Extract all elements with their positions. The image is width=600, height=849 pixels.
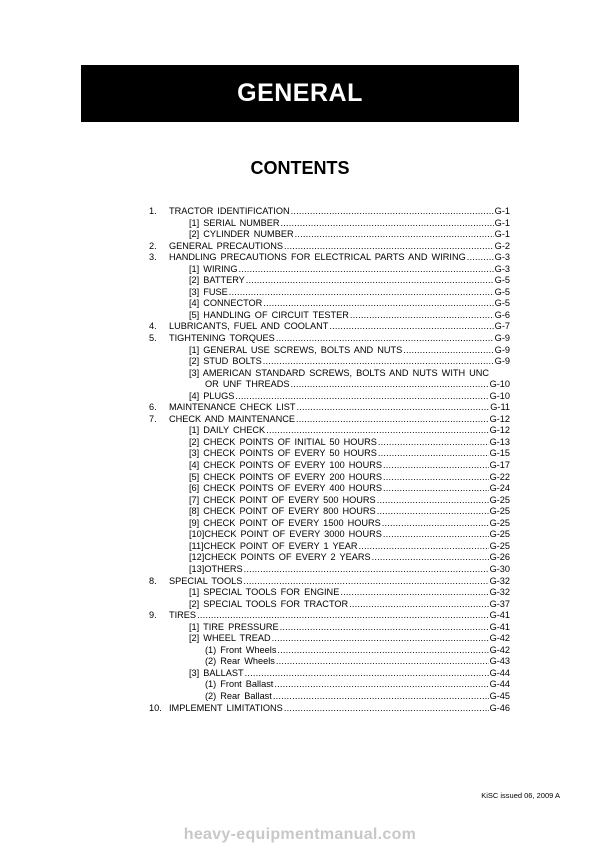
toc-entry-label: (2) Rear Ballast <box>205 690 272 701</box>
toc-entry-page: G-1 <box>494 217 510 228</box>
toc-dot-leader <box>291 206 494 218</box>
toc-entry-label: CHECK AND MAINTENANCE <box>169 413 296 424</box>
toc-entry <box>149 703 510 715</box>
toc-dot-leader <box>291 379 489 391</box>
toc-entry-label: [1] SERIAL NUMBER <box>189 217 280 228</box>
toc-entry <box>149 241 510 253</box>
toc-entry-page: G-11 <box>490 402 510 413</box>
toc-entry-page: G-41 <box>489 610 510 621</box>
toc-entry-number: 5. <box>149 333 157 344</box>
toc-entry-page: G-46 <box>489 702 510 713</box>
toc-entry-label: [11]CHECK POINT OF EVERY 1 YEAR <box>189 540 358 551</box>
toc-entry <box>149 264 510 276</box>
toc-dot-leader <box>296 414 489 426</box>
toc-entry <box>149 298 510 310</box>
toc-entry-label: [10]CHECK POINT OF EVERY 3000 HOURS <box>189 529 382 540</box>
toc-dot-leader <box>263 356 494 368</box>
toc-entry <box>149 218 510 230</box>
toc-entry-page: G-42 <box>489 644 510 655</box>
toc-entry-label: [4] PLUGS <box>189 390 235 401</box>
toc-entry <box>149 425 510 437</box>
toc-dot-leader <box>378 437 489 449</box>
toc-dot-leader <box>329 321 493 333</box>
toc-dot-leader <box>297 402 490 414</box>
toc-dot-leader <box>266 425 488 437</box>
toc-entry <box>149 448 510 460</box>
toc-entry-label: [13]OTHERS <box>189 563 243 574</box>
toc-entry-label: HANDLING PRECAUTIONS FOR ELECTRICAL PARTS AND WIRING <box>169 252 466 263</box>
toc-entry <box>149 552 510 564</box>
toc-entry-page: G-3 <box>494 263 510 274</box>
toc-dot-leader <box>229 287 494 299</box>
toc-entry-page: G-43 <box>489 656 510 667</box>
toc-entry-page: G-2 <box>494 240 510 251</box>
toc-entry <box>149 529 510 541</box>
toc-entry <box>149 391 510 403</box>
toc-entry <box>149 645 510 657</box>
toc-entry-label: SPECIAL TOOLS <box>169 575 243 586</box>
toc-entry-page: G-9 <box>494 356 510 367</box>
watermark: heavy-equipmentmanual.com <box>183 826 417 843</box>
toc-dot-leader <box>277 645 488 657</box>
toc-dot-leader <box>246 275 494 287</box>
toc-entry-label: [1] GENERAL USE SCREWS, BOLTS AND NUTS <box>189 344 403 355</box>
table-of-contents <box>149 206 510 714</box>
toc-entry-page: G-9 <box>494 333 510 344</box>
toc-entry-page: G-9 <box>494 344 510 355</box>
toc-entry <box>149 229 510 241</box>
toc-entry-label: [3] BALLAST <box>189 667 244 678</box>
toc-entry-label: TIGHTENING TORQUES <box>169 333 275 344</box>
toc-entry <box>149 275 510 287</box>
toc-entry-page: G-6 <box>494 309 510 320</box>
toc-dot-leader <box>244 564 489 576</box>
toc-entry-page: G-25 <box>489 506 510 517</box>
toc-entry-number: 10. <box>149 702 162 713</box>
toc-entry-label: [7] CHECK POINT OF EVERY 500 HOURS <box>189 494 376 505</box>
toc-dot-leader <box>284 241 494 253</box>
toc-entry <box>149 460 510 472</box>
toc-entry-label: TIRES <box>169 610 197 621</box>
toc-entry-label: TRACTOR IDENTIFICATION <box>169 206 290 216</box>
toc-entry-label: [2] BATTERY <box>189 275 245 286</box>
toc-entry <box>149 310 510 322</box>
toc-entry <box>149 518 510 530</box>
toc-entry <box>149 506 510 518</box>
toc-entry-page: G-22 <box>489 471 510 482</box>
toc-entry-number: 1. <box>149 206 157 216</box>
toc-entry-label: [2] CYLINDER NUMBER <box>189 229 294 240</box>
toc-entry <box>149 472 510 484</box>
toc-entry-label: [1] WIRING <box>189 263 238 274</box>
toc-entry <box>149 368 510 380</box>
toc-entry-page: G-12 <box>489 413 510 424</box>
toc-dot-leader <box>383 529 489 541</box>
toc-entry <box>149 483 510 495</box>
toc-entry-label: IMPLEMENT LIMITATIONS <box>169 702 283 713</box>
toc-entry <box>149 622 510 634</box>
toc-dot-leader <box>377 495 489 507</box>
issue-note: KiSC issued 06, 2009 A <box>481 791 560 800</box>
toc-entry-label: [5] CHECK POINTS OF EVERY 200 HOURS <box>189 471 382 482</box>
toc-entry-label: [1] DAILY CHECK <box>189 425 266 436</box>
toc-dot-leader <box>273 691 489 703</box>
toc-entry-page: G-7 <box>494 321 510 332</box>
toc-entry-page: G-25 <box>489 494 510 505</box>
toc-entry-page: G-26 <box>489 552 510 563</box>
toc-entry-page: G-3 <box>494 252 510 263</box>
toc-entry-page: G-17 <box>489 460 510 471</box>
toc-entry-page: G-32 <box>489 575 510 586</box>
toc-entry-label: [9] CHECK POINT OF EVERY 1500 HOURS <box>189 517 381 528</box>
toc-entry <box>149 495 510 507</box>
toc-entry-label: (1) Front Ballast <box>205 679 274 690</box>
toc-dot-leader <box>382 518 489 530</box>
toc-entry <box>149 321 510 333</box>
toc-entry <box>149 599 510 611</box>
toc-entry <box>149 206 510 218</box>
section-title-banner <box>81 65 519 122</box>
toc-entry-page: G-44 <box>489 679 510 690</box>
toc-entry-page: G-32 <box>489 587 510 598</box>
toc-entry-label: [2] STUD BOLTS <box>189 356 262 367</box>
toc-dot-leader <box>349 599 488 611</box>
toc-entry <box>149 437 510 449</box>
toc-entry-label: [4] CONNECTOR <box>189 298 263 309</box>
toc-entry-number: 6. <box>149 402 157 413</box>
toc-entry <box>149 668 510 680</box>
toc-entry <box>149 564 510 576</box>
toc-entry-label: (2) Rear Wheels <box>205 656 275 667</box>
toc-entry-page: G-10 <box>489 379 510 390</box>
toc-entry <box>149 287 510 299</box>
toc-dot-leader <box>372 552 489 564</box>
toc-entry-page: G-10 <box>489 390 510 401</box>
toc-entry-page: G-1 <box>494 229 510 240</box>
toc-dot-leader <box>272 633 489 645</box>
toc-entry-label: [1] SPECIAL TOOLS FOR ENGINE <box>189 587 340 598</box>
toc-entry <box>149 252 510 264</box>
toc-dot-leader <box>383 472 489 484</box>
toc-entry-number: 3. <box>149 252 157 263</box>
toc-entry <box>149 633 510 645</box>
toc-dot-leader <box>274 679 488 691</box>
toc-dot-leader <box>280 218 493 230</box>
toc-entry-label: [6] CHECK POINTS OF EVERY 400 HOURS <box>189 483 382 494</box>
toc-entry-number: 8. <box>149 575 157 586</box>
toc-entry-label: GENERAL PRECAUTIONS <box>169 240 283 251</box>
toc-entry <box>149 356 510 368</box>
toc-entry <box>149 587 510 599</box>
toc-entry <box>149 610 510 622</box>
toc-dot-leader <box>238 264 493 276</box>
toc-dot-leader <box>378 448 489 460</box>
toc-dot-leader <box>197 610 489 622</box>
toc-entry-label: (1) Front Wheels <box>205 644 277 655</box>
toc-dot-leader <box>245 668 489 680</box>
toc-entry-number: 7. <box>149 413 157 424</box>
toc-entry-page: G-5 <box>494 275 510 286</box>
toc-entry-page: G-1 <box>494 206 510 216</box>
toc-entry-label: [3] AMERICAN STANDARD SCREWS, BOLTS AND NUTS WITH UNC <box>189 367 490 378</box>
toc-entry-number: 4. <box>149 321 157 332</box>
toc-dot-leader <box>350 310 494 322</box>
toc-entry-page: G-41 <box>489 621 510 632</box>
toc-entry-page: G-42 <box>489 633 510 644</box>
toc-entry <box>149 679 510 691</box>
toc-entry-page: G-24 <box>489 483 510 494</box>
toc-dot-leader <box>383 483 489 495</box>
toc-entry <box>149 576 510 588</box>
toc-entry <box>149 402 510 414</box>
toc-entry-page: G-15 <box>489 448 510 459</box>
toc-entry-page: G-25 <box>489 529 510 540</box>
toc-entry-label: [12]CHECK POINTS OF EVERY 2 YEARS <box>189 552 371 563</box>
toc-entry <box>149 691 510 703</box>
toc-entry-page: G-30 <box>489 563 510 574</box>
toc-entry-label: LUBRICANTS, FUEL AND COOLANT <box>169 321 329 332</box>
toc-entry-number: 9. <box>149 610 157 621</box>
toc-dot-leader <box>235 391 488 403</box>
toc-entry-page: G-13 <box>489 436 510 447</box>
toc-entry-label: [5] HANDLING OF CIRCUIT TESTER <box>189 309 349 320</box>
toc-entry <box>149 379 510 391</box>
toc-dot-leader <box>276 656 489 668</box>
toc-entry <box>149 656 510 668</box>
toc-entry-page: G-12 <box>489 425 510 436</box>
toc-entry-label: [2] SPECIAL TOOLS FOR TRACTOR <box>189 598 349 609</box>
toc-entry-page: G-5 <box>494 286 510 297</box>
toc-entry-page: G-44 <box>489 667 510 678</box>
toc-entry-label: [2] WHEEL TREAD <box>189 633 271 644</box>
toc-entry-page: G-25 <box>489 540 510 551</box>
toc-entry-page: G-45 <box>489 690 510 701</box>
toc-dot-leader <box>377 506 489 518</box>
contents-heading: CONTENTS <box>250 158 350 178</box>
toc-dot-leader <box>280 622 489 634</box>
toc-entry <box>149 541 510 553</box>
toc-dot-leader <box>340 587 488 599</box>
toc-entry-label: [8] CHECK POINT OF EVERY 800 HOURS <box>189 506 376 517</box>
toc-entry-page: G-5 <box>494 298 510 309</box>
toc-entry-label: [3] CHECK POINTS OF EVERY 50 HOURS <box>189 448 377 459</box>
toc-entry <box>149 414 510 426</box>
toc-entry-number: 2. <box>149 240 157 251</box>
toc-entry-label: [4] CHECK POINTS OF EVERY 100 HOURS <box>189 460 382 471</box>
toc-dot-leader <box>383 460 489 472</box>
toc-dot-leader <box>276 333 494 345</box>
toc-entry-label: [1] TIRE PRESSURE <box>189 621 279 632</box>
toc-entry <box>149 333 510 345</box>
toc-dot-leader <box>403 345 493 357</box>
toc-entry-page: G-25 <box>489 517 510 528</box>
section-title: GENERAL <box>237 79 363 107</box>
toc-entry <box>149 345 510 357</box>
toc-dot-leader <box>243 576 488 588</box>
toc-dot-leader <box>284 703 489 715</box>
toc-entry-label: [2] CHECK POINTS OF INITIAL 50 HOURS <box>189 436 377 447</box>
toc-dot-leader <box>295 229 494 241</box>
toc-entry-page: G-37 <box>489 598 510 609</box>
toc-entry-label: OR UNF THREADS <box>205 379 290 390</box>
toc-entry-label: MAINTENANCE CHECK LIST <box>169 402 296 413</box>
toc-dot-leader <box>467 252 494 264</box>
toc-dot-leader <box>359 541 489 553</box>
toc-entry-label: [3] FUSE <box>189 286 228 297</box>
toc-dot-leader <box>263 298 493 310</box>
